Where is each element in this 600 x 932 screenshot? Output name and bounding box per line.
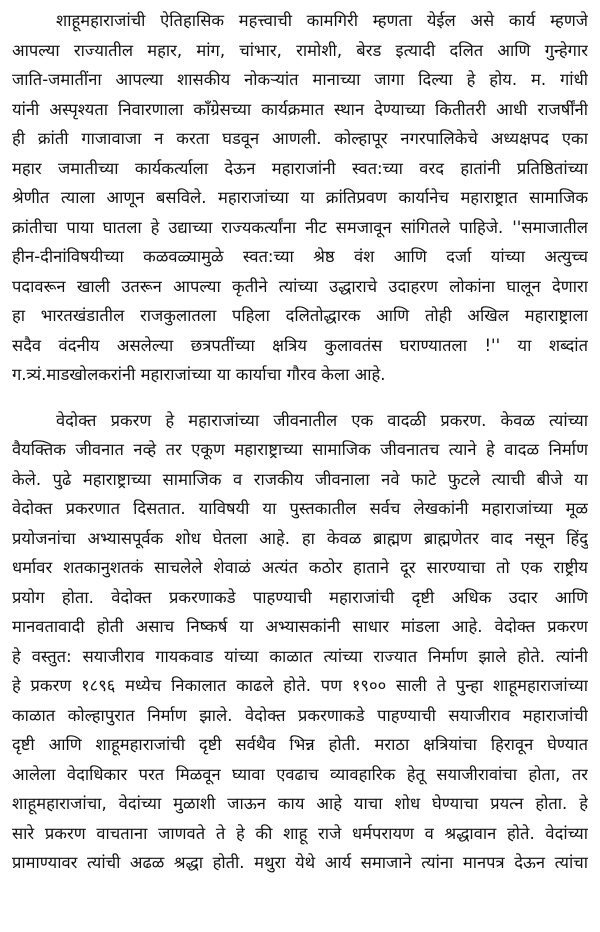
text-line: प्रयोग होता. वेदोक्त प्रकरणाकडे पाहण्याची महाराजांची दृष्टी अधिक उदार आणि	[12, 587, 588, 607]
text-line: हे वस्तुत: सयाजीराव गायकवाड यांच्या काळात त्यांच्या राज्यात निर्माण झाले होते. त्यांनी	[12, 646, 588, 666]
text-line: शाहूमहाराजांचा, वेदांच्या मुळाशी जाऊन काय आहे याचा शोध घेण्याचा प्रयत्न होता. हे	[12, 794, 588, 813]
text-line: काळात कोल्हापुरात निर्माण झाले. वेदोक्त प्रकरणाकडे पाहण्याची सयाजीराव महाराजांची	[12, 705, 588, 725]
text-line: वैयक्तिक जीवनात नव्हे तर एकूण महाराष्ट्राच्या सामाजिक जीवनातच त्याने हे वादळ निर्माण	[12, 440, 588, 459]
text-line: ही क्रांती गाजावाजा न करता घडवून आणली. कोल्हापूर नगरपालिकेचे अध्यक्षपद एका	[12, 129, 588, 148]
text-line: जाति-जमातींना आपल्या शासकीय नोकऱ्यांत मानाच्या जागा दिल्या हे होय. म. गांधी	[12, 70, 588, 89]
text-line: वेदोक्त प्रकरण हे महाराजांच्या जीवनातील एक वादळी प्रकरण. केवळ त्यांच्या	[56, 410, 588, 430]
text-line: हा भारतखंडातील राजकुलातला पहिला दलितोद्धारक आणि तोही अखिल महाराष्ट्राला	[12, 306, 588, 325]
text-line: श्रेणीत त्याला आणून बसविले. महाराजांच्या या क्रांतिप्रवण कार्यानेच महाराष्ट्रात सामाजिक	[12, 188, 588, 207]
text-line: हे प्रकरण १८९६ मध्येच निकालात काढले होते. पण १९०० साली ते पुन्हा शाहूमहाराजांच्या	[12, 676, 588, 695]
text-line: शाहूमहाराजांची ऐतिहासिक महत्त्वाची कामगिरी म्हणता येईल असे कार्य म्हणजे	[56, 11, 588, 30]
text-line: मानवतावादी होती असाच निष्कर्ष या अभ्यासकांनी साधार मांडला आहे. वेदोक्त प्रकरण	[12, 617, 588, 636]
text-line: धर्मावर शतकानुशतकं साचलेले शेवाळं अत्यंत कठोर हाताने दूर सारण्याचा तो एक राष्ट्रीय	[12, 558, 588, 577]
text-line: यांनी अस्पृश्यता निवारणाला कॉंग्रेसच्या कार्यक्रमात स्थान देण्याच्या कितीतरी आधी राजर्षींनी	[12, 99, 588, 119]
text-line: आपल्या राज्यातील महार, मांग, चांभार, रामोशी, बेरड इत्यादी दलित आणि गुन्हेगार	[12, 40, 588, 60]
text-line: प्रयोजनांचा अभ्यासपूर्वक शोध घेतला आहे. हा केवळ ब्राह्मण ब्राह्मणेतर वाद नसून हिंदु	[12, 528, 588, 548]
text-line: केले. पुढे महाराष्ट्राच्या सामाजिक व राजकीय जीवनाला नवे फाटे फुटले त्याची बीजे या	[12, 469, 588, 489]
text-line: क्रांतीचा पाया घातला हे उद्याच्या राज्यकर्त्यांना नीट समजावून सांगितले पाहिजे. ''समाजातील	[12, 217, 588, 237]
text-line: हीन-दीनांविषयीच्या कळवळ्यामुळे स्वत:च्या श्रेष्ठ वंश आणि दर्जा यांच्या अत्युच्च	[12, 247, 588, 266]
paragraph-vedokta-case	[12, 406, 588, 878]
text-line: सदैव वंदनीय असलेल्या छत्रपतींच्या क्षत्रिय कुलावतंस घराण्यातला !'' या शब्दांत	[12, 335, 588, 355]
paragraph-gap	[12, 390, 588, 406]
text-line: सारे प्रकरण वाचताना जाणवते ते हे की शाहू राजे धर्मपरायण व श्रद्धावान होते. वेदांच्या	[12, 823, 588, 843]
text-line: दृष्टी आणि शाहूमहाराजांची दृष्टी सर्वथैव भिन्न होती. मराठा क्षत्रियांचा हिरावून घेण्यात	[12, 735, 588, 754]
text-line: वेदोक्त प्रकरणात दिसतात. याविषयी या पुस्तकातील सर्वच लेखकांनी महाराजांच्या मूळ	[12, 499, 588, 518]
text-line: प्रामाण्यावर त्यांची अढळ श्रद्धा होती. मथुरा येथे आर्य समाजाने त्यांना मानपत्र देऊन त्यांचा	[12, 853, 588, 872]
paragraph-shahu-reforms	[12, 6, 588, 390]
text-line: ग.त्र्यं.माडखोलकरांनी महाराजांच्या या कार्याचा गौरव केला आहे.	[12, 365, 386, 384]
text-line: महार जमातीच्या कार्यकर्त्याला देऊन महाराजांनी स्वत:च्या वरद हातांनी प्रतिष्ठितांच्या	[12, 158, 588, 178]
text-line: पदावरून खाली उतरून आपल्या कृतीने त्यांच्या उद्धाराचे उदाहरण लोकांना घालून देणारा	[12, 276, 588, 296]
text-line: आलेला वेदाधिकार परत मिळवून घ्यावा एवढाच व्यावहारिक हेतू सयाजीरावांचा होता, तर	[12, 764, 588, 784]
